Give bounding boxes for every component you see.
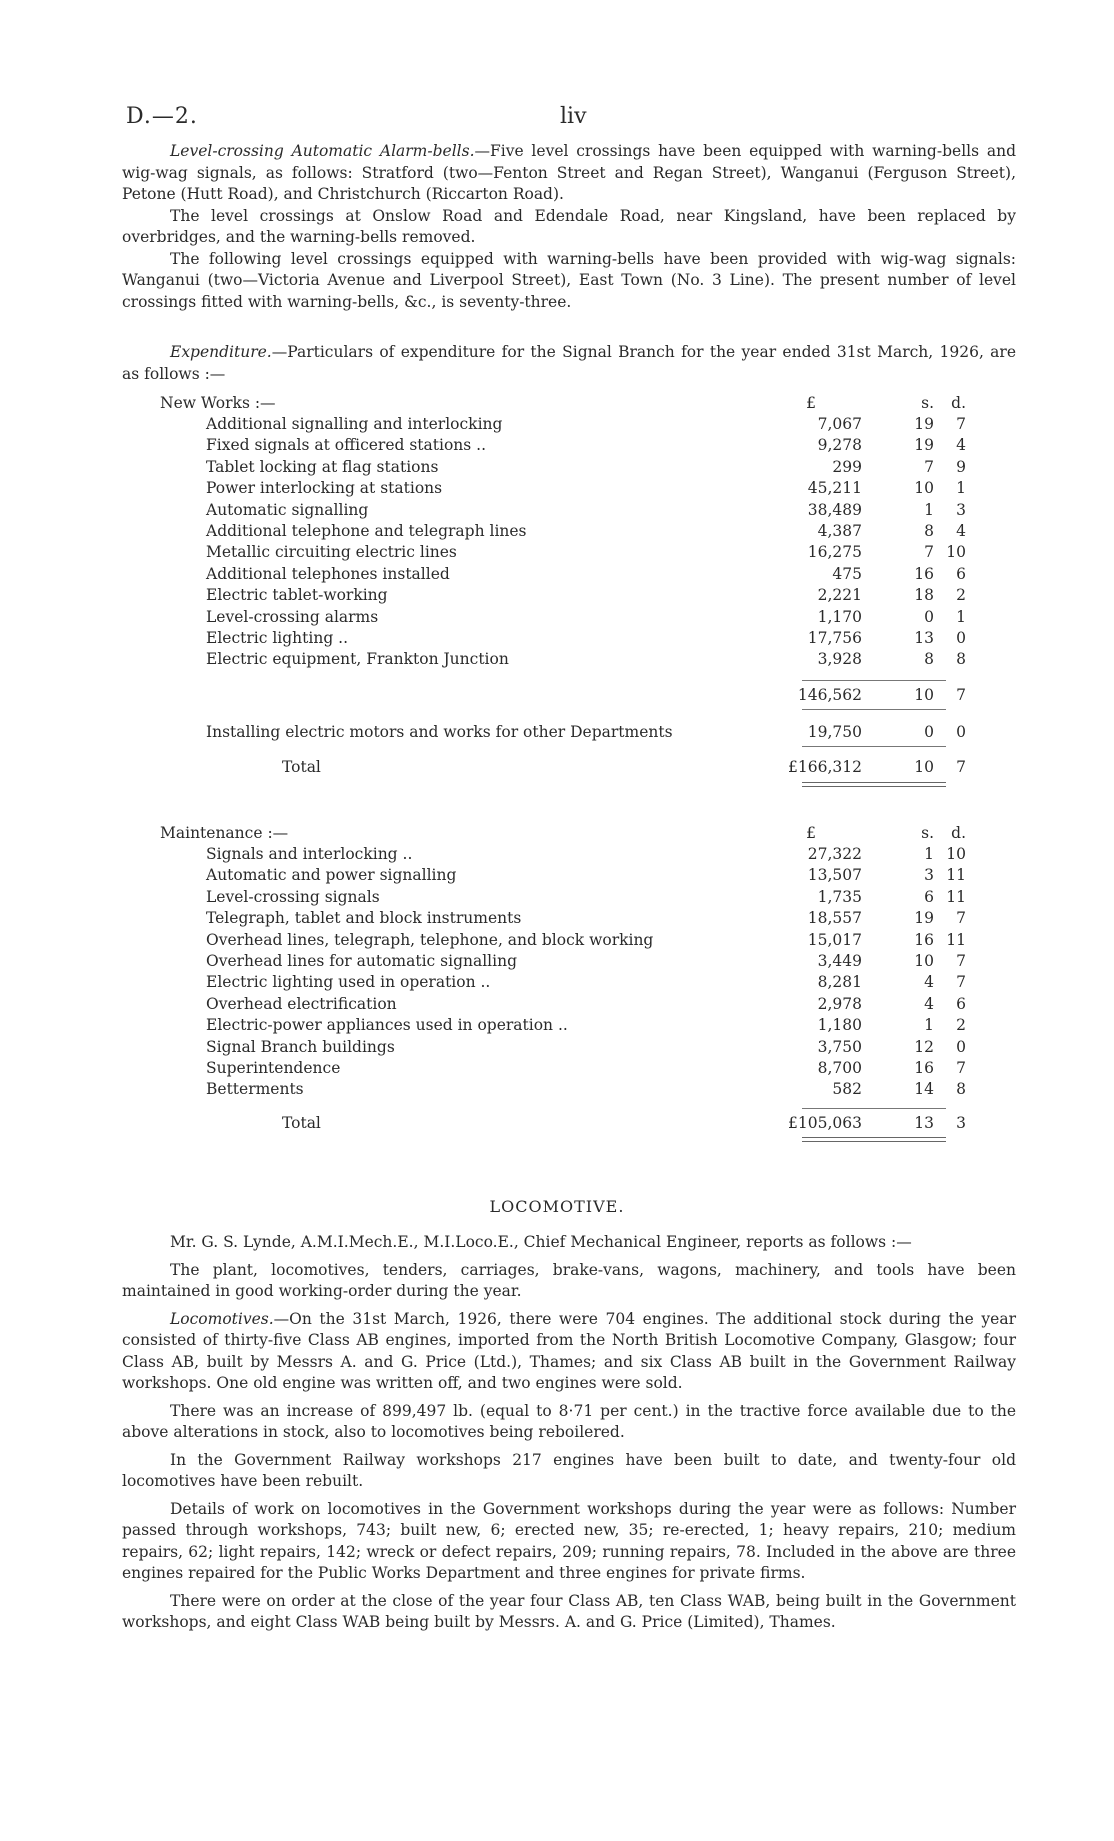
new-works-total-row — [122, 757, 1016, 778]
pounds-value: 475 — [832, 564, 862, 583]
pence-value: 3 — [956, 500, 966, 519]
pounds-value: 19,750 — [807, 723, 862, 742]
pounds-value: 13,507 — [807, 866, 862, 885]
shillings-value: 13 — [914, 1113, 934, 1132]
pounds-column-header: £ — [806, 824, 816, 842]
double-total-rule — [802, 1137, 946, 1142]
pounds-value: 3,750 — [817, 1037, 862, 1056]
row-label: Total — [282, 758, 321, 777]
pence-value: 7 — [956, 415, 966, 433]
maintenance-rows — [122, 844, 1016, 1142]
pence-value: 9 — [956, 457, 966, 476]
expenditure-text: —Particulars of expenditure for the Signal Branch for the year ended 31st March, 1926, are as follows :— — [122, 343, 1016, 383]
new-works-row — [122, 521, 1016, 542]
maintenance-row — [122, 908, 1016, 929]
new-works-row — [122, 564, 1016, 585]
pounds-value: £105,063 — [788, 1113, 862, 1132]
pence-value: 8 — [956, 1080, 966, 1099]
shillings-value: 13 — [914, 628, 934, 647]
shillings-value: 10 — [914, 685, 934, 704]
pounds-value: 299 — [832, 457, 862, 476]
double-total-rule — [802, 782, 946, 787]
row-label: Tablet locking at flag stations — [206, 457, 439, 476]
other-departments-row — [122, 722, 1016, 743]
pence-value: 0 — [956, 723, 966, 742]
shillings-value: 19 — [914, 415, 934, 433]
shillings-column-header: s. — [921, 394, 934, 412]
pence-value: 0 — [956, 1037, 966, 1056]
wig-wag-paragraph: The following level crossings equipped with warning-bells have been provided with wig-wag signals: Wanganui (two—Victoria Avenue and Liverpool Street), East Town (No. 3 Line). The present number of level crossings fitted with warning-bells, &c., is seventy-three. — [122, 249, 1016, 311]
pence-value: 10 — [946, 845, 966, 863]
sum-rule — [802, 1108, 946, 1109]
new-works-row — [122, 585, 1016, 606]
pounds-value: 4,387 — [817, 521, 862, 540]
row-label: Additional telephones installed — [206, 564, 450, 583]
maintenance-row — [122, 994, 1016, 1015]
pence-value: 2 — [956, 586, 966, 605]
shillings-value: 0 — [924, 723, 934, 742]
engineer-report-paragraph: Mr. G. S. Lynde, A.M.I.Mech.E., M.I.Loco.E., Chief Mechanical Engineer, reports as follows :— — [170, 1233, 912, 1251]
row-label: Automatic signalling — [206, 500, 369, 519]
pence-value: 0 — [956, 628, 966, 647]
pence-value: 7 — [956, 685, 966, 704]
shillings-value: 4 — [924, 994, 934, 1013]
pence-value: 2 — [956, 1016, 966, 1035]
alarm-bells-section — [122, 141, 1016, 313]
pounds-value: 146,562 — [797, 685, 862, 704]
pounds-value: 1,180 — [817, 1016, 862, 1035]
pence-value: 7 — [956, 758, 966, 777]
shillings-value: 1 — [924, 500, 934, 519]
pounds-value: 16,275 — [807, 543, 862, 562]
maintenance-row — [122, 972, 1016, 993]
new-works-row — [122, 500, 1016, 521]
pence-value: 11 — [946, 866, 966, 885]
shillings-value: 10 — [914, 758, 934, 777]
maintenance-row — [122, 951, 1016, 972]
shillings-value: 1 — [924, 1016, 934, 1035]
new-works-row — [122, 457, 1016, 478]
alarm-bells-paragraph — [122, 141, 1016, 206]
row-label: Installing electric motors and works for other Departments — [206, 723, 673, 742]
page-reference: D.—2. — [126, 104, 198, 129]
row-label: Fixed signals at officered stations .. — [206, 436, 487, 455]
new-works-heading: New Works :— — [160, 394, 276, 412]
pence-value: 4 — [956, 436, 966, 455]
on-order-paragraph: There were on order at the close of the year four Class AB, ten Class WAB, being built in the Government workshops, and eight Class WAB being built by Messrs. A. and G. Price (Limited), Thames. — [122, 1591, 1016, 1631]
alarm-bells-text: —Five level crossings have been equipped with warning-bells and wig-wag signals, as follows: Stratford (two—Fenton Street and Regan Street), Wanganui (Ferguson Street), Petone (Hutt Road), and Christchurch (Riccarton Road). — [122, 142, 1016, 203]
pence-value: 11 — [946, 887, 966, 906]
shillings-value: 7 — [924, 543, 934, 562]
new-works-row — [122, 607, 1016, 628]
locomotives-title: Locomotives. — [170, 1309, 274, 1328]
pence-value: 7 — [956, 973, 966, 992]
pence-value: 11 — [946, 930, 966, 949]
pence-value: 10 — [946, 543, 966, 562]
pounds-value: 2,978 — [817, 994, 862, 1013]
shillings-value: 7 — [924, 457, 934, 476]
locomotives-paragraph — [122, 1309, 1016, 1395]
row-label: Telegraph, tablet and block instruments — [206, 909, 522, 928]
expenditure-section — [122, 342, 1016, 385]
row-label: Additional signalling and interlocking — [206, 415, 503, 433]
row-label: Electric equipment, Frankton Junction — [206, 650, 509, 669]
shillings-value: 8 — [924, 521, 934, 540]
shillings-column-header: s. — [921, 824, 934, 842]
pounds-value: 3,449 — [817, 951, 862, 970]
shillings-value: 10 — [914, 951, 934, 970]
new-works-row — [122, 649, 1016, 670]
workshop-details-paragraph: Details of work on locomotives in the Government workshops during the year were as follows: Number passed through workshops, 743; built new, 6; erected new, 35; re-erected, 1; heavy repairs, 210; medium repairs, 62; light repairs, 142; wreck or defect repairs, 209; running repairs, 78. Included in the above are three engines repaired for the Public Works Department and three engines for private firms. — [122, 1499, 1016, 1582]
alarm-bells-title: Level-crossing Automatic Alarm-bells. — [170, 142, 475, 160]
row-label: Overhead electrification — [206, 994, 397, 1013]
row-label: Level-crossing signals — [206, 887, 380, 906]
pounds-value: 8,281 — [817, 973, 862, 992]
shillings-value: 6 — [924, 887, 934, 906]
pounds-value: 7,067 — [817, 415, 862, 433]
row-label: Electric lighting used in operation .. — [206, 973, 491, 992]
pounds-value: 38,489 — [807, 500, 862, 519]
sum-rule — [802, 709, 946, 710]
shillings-value: 19 — [914, 436, 934, 455]
row-label: Electric lighting .. — [206, 628, 349, 647]
pounds-value: 582 — [832, 1080, 862, 1099]
locomotive-heading: LOCOMOTIVE. — [489, 1197, 625, 1216]
shillings-value: 16 — [914, 1058, 934, 1077]
maintenance-row — [122, 865, 1016, 886]
shillings-value: 16 — [914, 930, 934, 949]
shillings-value: 10 — [914, 479, 934, 498]
row-label: Total — [282, 1113, 321, 1132]
pounds-value: 18,557 — [807, 909, 862, 928]
pence-value: 1 — [956, 479, 966, 498]
shillings-value: 16 — [914, 564, 934, 583]
maintenance-row — [122, 887, 1016, 908]
row-label: Automatic and power signalling — [206, 866, 457, 885]
maintenance-total-row — [122, 1113, 1016, 1134]
workshops-built-paragraph: In the Government Railway workshops 217 engines have been built to date, and twenty-four old locomotives have been rebuilt. — [122, 1450, 1016, 1490]
row-label: Electric tablet-working — [206, 586, 388, 605]
pence-value: 4 — [956, 521, 966, 540]
pence-value: 6 — [956, 564, 966, 583]
row-label: Overhead lines for automatic signalling — [206, 951, 517, 970]
shillings-value: 18 — [914, 586, 934, 605]
row-label: Betterments — [206, 1080, 304, 1099]
maintenance-row — [122, 1015, 1016, 1036]
pounds-value: 3,928 — [817, 650, 862, 669]
maintenance-heading: Maintenance :— — [160, 824, 289, 842]
pounds-value: 1,735 — [817, 887, 862, 906]
overbridges-paragraph: The level crossings at Onslow Road and Edendale Road, near Kingsland, have been replaced by overbridges, and the warning-bells removed. — [122, 206, 1016, 246]
tractive-force-paragraph: There was an increase of 899,497 lb. (equal to 8·71 per cent.) in the tractive force available due to the above alterations in stock, also to locomotives being reboilered. — [122, 1401, 1016, 1441]
row-label: Overhead lines, telegraph, telephone, and block working — [206, 930, 654, 949]
pence-value: 3 — [956, 1113, 966, 1132]
new-works-row — [122, 628, 1016, 649]
row-label: Level-crossing alarms — [206, 607, 379, 626]
shillings-value: 3 — [924, 866, 934, 885]
shillings-value: 19 — [914, 909, 934, 928]
pounds-value: 1,170 — [817, 607, 862, 626]
shillings-value: 0 — [924, 607, 934, 626]
row-label: Metallic circuiting electric lines — [206, 543, 457, 562]
pounds-value: 45,211 — [807, 479, 862, 498]
plant-paragraph: The plant, locomotives, tenders, carriages, brake-vans, wagons, machinery, and tools have been maintained in good working-order during the year. — [122, 1260, 1016, 1300]
maintenance-row — [122, 844, 1016, 865]
row-label: Additional telephone and telegraph lines — [206, 521, 527, 540]
new-works-row — [122, 478, 1016, 499]
shillings-value: 4 — [924, 973, 934, 992]
maintenance-row — [122, 930, 1016, 951]
pounds-value: 9,278 — [817, 436, 862, 455]
row-label: Superintendence — [206, 1058, 341, 1077]
locomotives-text: —On the 31st March, 1926, there were 704 engines. The additional stock during the year consisted of thirty-five Class AB engines, imported from the North British Locomotive Company, Glasgow; four Class AB, built by Messrs A. and G. Price (Ltd.), Thames; and six Class AB built in the Government Railway workshops. One old engine was written off, and two engines were sold. — [122, 1309, 1016, 1392]
expenditure-title: Expenditure. — [170, 343, 272, 361]
pence-column-header: d. — [951, 394, 966, 412]
new-works-row — [122, 435, 1016, 456]
new-works-subtotal-row — [122, 685, 1016, 706]
expenditure-paragraph — [122, 342, 1016, 385]
pounds-value: £166,312 — [788, 758, 862, 777]
sum-rule — [802, 746, 946, 747]
new-works-row — [122, 542, 1016, 563]
row-label: Signals and interlocking .. — [206, 845, 413, 863]
pence-value: 7 — [956, 951, 966, 970]
sum-rule — [802, 680, 946, 681]
pence-value: 1 — [956, 607, 966, 626]
maintenance-row — [122, 1079, 1016, 1100]
pounds-column-header: £ — [806, 394, 816, 412]
new-works-rows — [122, 414, 1016, 787]
page-number: liv — [560, 104, 587, 129]
pence-value: 6 — [956, 994, 966, 1013]
pounds-value: 2,221 — [817, 586, 862, 605]
pence-value: 7 — [956, 1058, 966, 1077]
pence-value: 7 — [956, 909, 966, 928]
shillings-value: 1 — [924, 845, 934, 863]
pounds-value: 27,322 — [807, 845, 862, 863]
maintenance-row — [122, 1037, 1016, 1058]
maintenance-row — [122, 1058, 1016, 1079]
pounds-value: 17,756 — [807, 628, 862, 647]
shillings-value: 14 — [914, 1080, 934, 1099]
shillings-value: 8 — [924, 650, 934, 669]
pounds-value: 15,017 — [807, 930, 862, 949]
row-label: Power interlocking at stations — [206, 479, 443, 498]
row-label: Electric-power appliances used in operation .. — [206, 1016, 568, 1035]
pounds-value: 8,700 — [817, 1058, 862, 1077]
maintenance-heading-row — [122, 823, 1016, 844]
pence-value: 8 — [956, 650, 966, 669]
row-label: Signal Branch buildings — [206, 1037, 395, 1056]
new-works-row — [122, 414, 1016, 435]
currency-header-row — [122, 393, 1016, 414]
shillings-value: 12 — [914, 1037, 934, 1056]
locomotive-section — [122, 1232, 1016, 1640]
pence-column-header: d. — [951, 824, 966, 842]
